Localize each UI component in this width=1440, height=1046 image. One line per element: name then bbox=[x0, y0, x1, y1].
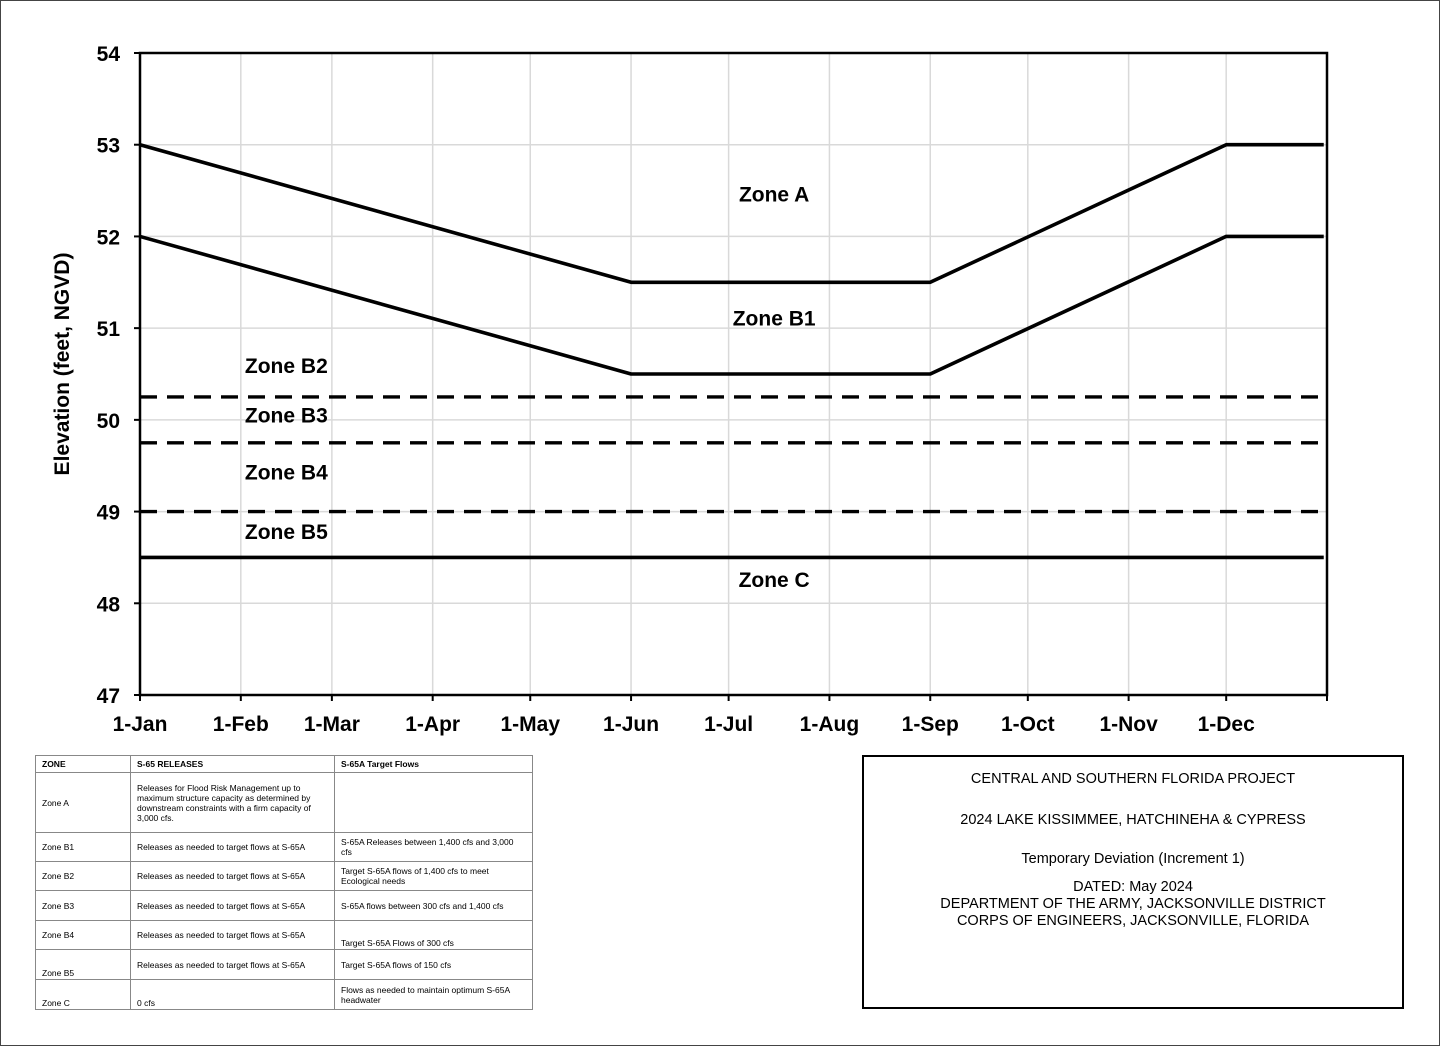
y-tick-label: 52 bbox=[96, 226, 120, 250]
table-cell-target bbox=[335, 773, 533, 833]
table-row bbox=[36, 950, 533, 980]
zone-label: Zone B4 bbox=[244, 461, 328, 485]
x-tick-label: 1-Oct bbox=[1000, 713, 1055, 736]
table-cell-releases: Releases as needed to target flows at S-65A bbox=[131, 833, 335, 862]
x-tick-label: 1-Sep bbox=[901, 713, 959, 736]
x-tick-label: 1-Jul bbox=[704, 713, 754, 736]
y-tick-label: 50 bbox=[96, 409, 120, 433]
zone-label: Zone B1 bbox=[732, 307, 816, 331]
table-cell-zone: Zone B5 bbox=[36, 950, 131, 980]
table-cell-zone: Zone A bbox=[36, 773, 131, 833]
table-cell-target: S-65A Releases between 1,400 cfs and 3,000 cfs bbox=[335, 833, 533, 862]
table-cell-releases: Releases as needed to target flows at S-65A bbox=[131, 862, 335, 891]
zone-label: Zone C bbox=[738, 568, 810, 592]
y-tick-label: 47 bbox=[96, 685, 120, 708]
series-group bbox=[140, 145, 1324, 558]
y-ticks bbox=[97, 43, 140, 708]
table-header-target: S-65A Target Flows bbox=[335, 756, 533, 773]
table-row bbox=[36, 862, 533, 891]
y-tick-label: 53 bbox=[96, 134, 120, 158]
table-cell-releases: Releases as needed to target flows at S-65A bbox=[131, 950, 335, 980]
series-line bbox=[140, 145, 1324, 283]
x-tick-label: 1-May bbox=[500, 713, 561, 736]
table-cell-target: Flows as needed to maintain optimum S-65A headwater bbox=[335, 980, 533, 1010]
y-axis-label: Elevation (feet, NGVD) bbox=[51, 252, 74, 476]
zone-label: Zone A bbox=[738, 183, 810, 207]
table-row bbox=[36, 980, 533, 1010]
x-tick-label: 1-Aug bbox=[799, 713, 860, 736]
y-tick-label: 51 bbox=[96, 318, 120, 342]
plan-title: 2024 LAKE KISSIMMEE, HATCHINEHA & CYPRESS bbox=[960, 812, 1306, 828]
y-tick-label: 54 bbox=[96, 43, 120, 66]
x-tick-label: 1-Jan bbox=[112, 713, 168, 736]
table-header-zone: ZONE bbox=[36, 756, 131, 773]
x-tick-label: 1-Jun bbox=[603, 713, 660, 736]
table-cell-releases: Releases as needed to target flows at S-65A bbox=[131, 921, 335, 950]
table-header-row bbox=[36, 756, 533, 773]
table-cell-releases: 0 cfs bbox=[131, 980, 335, 1010]
project-title: CENTRAL AND SOUTHERN FLORIDA PROJECT bbox=[970, 771, 1296, 787]
deviation-title: Temporary Deviation (Increment 1) bbox=[1021, 851, 1245, 867]
x-tick-label: 1-Nov bbox=[1099, 713, 1158, 736]
y-tick-label: 48 bbox=[96, 593, 120, 617]
x-ticks bbox=[113, 695, 1327, 736]
table-cell-releases: Releases for Flood Risk Management up to maximum structure capacity as determined by downstream constraints with a firm capacity of 3,000 cfs. bbox=[131, 773, 335, 833]
x-tick-label: 1-Dec bbox=[1197, 713, 1255, 736]
table-cell-releases: Releases as needed to target flows at S-65A bbox=[131, 891, 335, 921]
zone-label: Zone B2 bbox=[244, 355, 328, 379]
y-tick-label: 49 bbox=[96, 501, 120, 525]
title-block bbox=[862, 755, 1404, 1009]
x-tick-label: 1-Apr bbox=[405, 713, 461, 736]
table-row bbox=[36, 833, 533, 862]
x-tick-label: 1-Feb bbox=[212, 713, 269, 736]
zone-label: Zone B5 bbox=[244, 521, 328, 545]
table-cell-zone: Zone B1 bbox=[36, 833, 131, 862]
x-tick-label: 1-Mar bbox=[303, 713, 360, 736]
table-cell-target: Target S-65A flows of 150 cfs bbox=[335, 950, 533, 980]
department-text: DEPARTMENT OF THE ARMY, JACKSONVILLE DISTRICT bbox=[940, 896, 1326, 912]
table-header-releases: S-65 RELEASES bbox=[131, 756, 335, 773]
table-cell-zone: Zone C bbox=[36, 980, 131, 1010]
table-row bbox=[36, 891, 533, 921]
zone-release-table bbox=[35, 755, 533, 1010]
dated-text: DATED: May 2024 bbox=[1073, 879, 1193, 895]
table-row bbox=[36, 921, 533, 950]
zone-label: Zone B3 bbox=[244, 404, 328, 428]
corps-text: CORPS OF ENGINEERS, JACKSONVILLE, FLORIDA bbox=[956, 913, 1310, 929]
table-row bbox=[36, 773, 533, 833]
table-cell-zone: Zone B2 bbox=[36, 862, 131, 891]
series-line bbox=[140, 236, 1324, 374]
table-cell-target: S-65A flows between 300 cfs and 1,400 cfs bbox=[335, 891, 533, 921]
table-cell-target: Target S-65A Flows of 300 cfs bbox=[335, 921, 533, 950]
table-cell-zone: Zone B4 bbox=[36, 921, 131, 950]
table-cell-target: Target S-65A flows of 1,400 cfs to meet Ecological needs bbox=[335, 862, 533, 891]
table-cell-zone: Zone B3 bbox=[36, 891, 131, 921]
